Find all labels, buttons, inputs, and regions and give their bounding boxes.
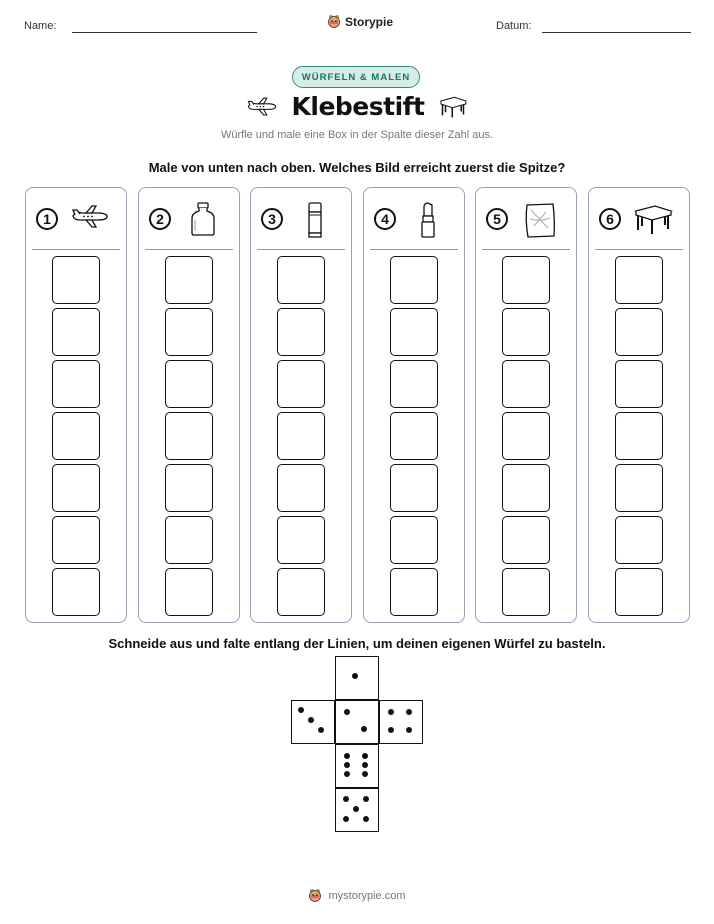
pip xyxy=(344,709,350,715)
table-icon xyxy=(633,202,673,236)
column-header xyxy=(364,206,464,236)
pip xyxy=(344,771,350,777)
lipstick-icon xyxy=(408,202,448,238)
color-box[interactable] xyxy=(502,360,550,408)
color-box[interactable] xyxy=(165,256,213,304)
column-number: 6 xyxy=(599,208,621,230)
column-divider xyxy=(257,249,345,250)
column-5 xyxy=(475,187,577,623)
name-label: Name: xyxy=(24,20,57,32)
pip xyxy=(363,816,369,822)
die-face-2 xyxy=(335,700,379,744)
pip xyxy=(388,727,394,733)
column-number: 2 xyxy=(149,208,171,230)
glass-bottle-icon xyxy=(183,202,223,236)
pip xyxy=(298,707,304,713)
pip xyxy=(352,673,358,679)
color-box[interactable] xyxy=(277,516,325,564)
color-box[interactable] xyxy=(390,256,438,304)
pip xyxy=(361,726,367,732)
pip xyxy=(406,727,412,733)
color-box[interactable] xyxy=(502,568,550,616)
color-box[interactable] xyxy=(615,308,663,356)
color-box[interactable] xyxy=(277,256,325,304)
die-face-4 xyxy=(379,700,423,744)
column-1 xyxy=(25,187,127,623)
pip xyxy=(308,717,314,723)
color-box[interactable] xyxy=(502,412,550,460)
color-box[interactable] xyxy=(165,412,213,460)
column-header xyxy=(251,206,351,236)
brand-logo xyxy=(327,14,393,30)
subtitle: Würfle und male eine Box in der Spalte dieser Zahl aus. xyxy=(220,129,494,141)
column-divider xyxy=(32,249,120,250)
table-icon xyxy=(438,95,468,119)
color-box[interactable] xyxy=(615,568,663,616)
column-divider xyxy=(595,249,683,250)
column-3 xyxy=(250,187,352,623)
pip xyxy=(388,709,394,715)
color-box[interactable] xyxy=(390,516,438,564)
category-badge: WÜRFELN & MALEN xyxy=(292,66,420,88)
color-box[interactable] xyxy=(52,360,100,408)
airplane-icon xyxy=(70,202,110,232)
pip xyxy=(343,816,349,822)
column-number: 4 xyxy=(374,208,396,230)
pip xyxy=(363,796,369,802)
die-face-3 xyxy=(291,700,335,744)
color-box[interactable] xyxy=(165,516,213,564)
column-2 xyxy=(138,187,240,623)
pip xyxy=(362,753,368,759)
date-label: Datum: xyxy=(496,20,532,32)
color-box[interactable] xyxy=(390,308,438,356)
color-box[interactable] xyxy=(502,516,550,564)
pip xyxy=(362,771,368,777)
column-number: 3 xyxy=(261,208,283,230)
pip xyxy=(344,762,350,768)
color-box[interactable] xyxy=(277,308,325,356)
color-box[interactable] xyxy=(52,516,100,564)
die-face-1 xyxy=(335,656,379,700)
cut-instruction: Schneide aus und falte entlang der Linien, um deinen eigenen Würfel zu basteln. xyxy=(108,636,606,651)
color-box[interactable] xyxy=(502,464,550,512)
color-box[interactable] xyxy=(277,360,325,408)
color-box[interactable] xyxy=(52,464,100,512)
color-box[interactable] xyxy=(277,464,325,512)
color-box[interactable] xyxy=(615,464,663,512)
color-box[interactable] xyxy=(615,516,663,564)
column-header xyxy=(139,206,239,236)
footer xyxy=(0,888,714,904)
color-box[interactable] xyxy=(165,568,213,616)
color-box[interactable] xyxy=(615,360,663,408)
storypie-mascot-icon xyxy=(327,14,341,30)
plastic-bag-icon xyxy=(520,202,560,238)
date-line[interactable] xyxy=(542,32,691,33)
pip xyxy=(406,709,412,715)
column-4 xyxy=(363,187,465,623)
name-line[interactable] xyxy=(72,32,257,33)
pip xyxy=(344,753,350,759)
color-box[interactable] xyxy=(390,568,438,616)
color-box[interactable] xyxy=(615,256,663,304)
instruction: Male von unten nach oben. Welches Bild erreicht zuerst die Spitze? xyxy=(148,160,566,175)
glue-stick-icon xyxy=(295,202,335,238)
storypie-mascot-icon xyxy=(308,888,322,904)
pip xyxy=(362,762,368,768)
color-box[interactable] xyxy=(390,360,438,408)
column-6 xyxy=(588,187,690,623)
column-divider xyxy=(370,249,458,250)
column-header xyxy=(26,206,126,236)
color-box[interactable] xyxy=(165,360,213,408)
color-box[interactable] xyxy=(277,412,325,460)
color-box[interactable] xyxy=(502,308,550,356)
column-header xyxy=(476,206,576,236)
color-box[interactable] xyxy=(277,568,325,616)
color-box[interactable] xyxy=(165,308,213,356)
color-box[interactable] xyxy=(165,464,213,512)
page-title: Klebestift xyxy=(291,92,425,121)
brand-name: Storypie xyxy=(345,15,394,29)
color-box[interactable] xyxy=(390,412,438,460)
column-header xyxy=(589,206,689,236)
color-box[interactable] xyxy=(615,412,663,460)
color-box[interactable] xyxy=(52,568,100,616)
die-face-5 xyxy=(335,788,379,832)
color-box[interactable] xyxy=(52,308,100,356)
color-box[interactable] xyxy=(502,256,550,304)
footer-url: mystorypie.com xyxy=(328,890,406,902)
airplane-icon xyxy=(246,96,278,118)
column-divider xyxy=(482,249,570,250)
pip xyxy=(353,806,359,812)
pip xyxy=(343,796,349,802)
title-row xyxy=(0,92,714,121)
die-face-6 xyxy=(335,744,379,788)
color-box[interactable] xyxy=(52,412,100,460)
column-number: 5 xyxy=(486,208,508,230)
pip xyxy=(318,727,324,733)
color-box[interactable] xyxy=(390,464,438,512)
column-divider xyxy=(145,249,233,250)
column-number: 1 xyxy=(36,208,58,230)
color-box[interactable] xyxy=(52,256,100,304)
